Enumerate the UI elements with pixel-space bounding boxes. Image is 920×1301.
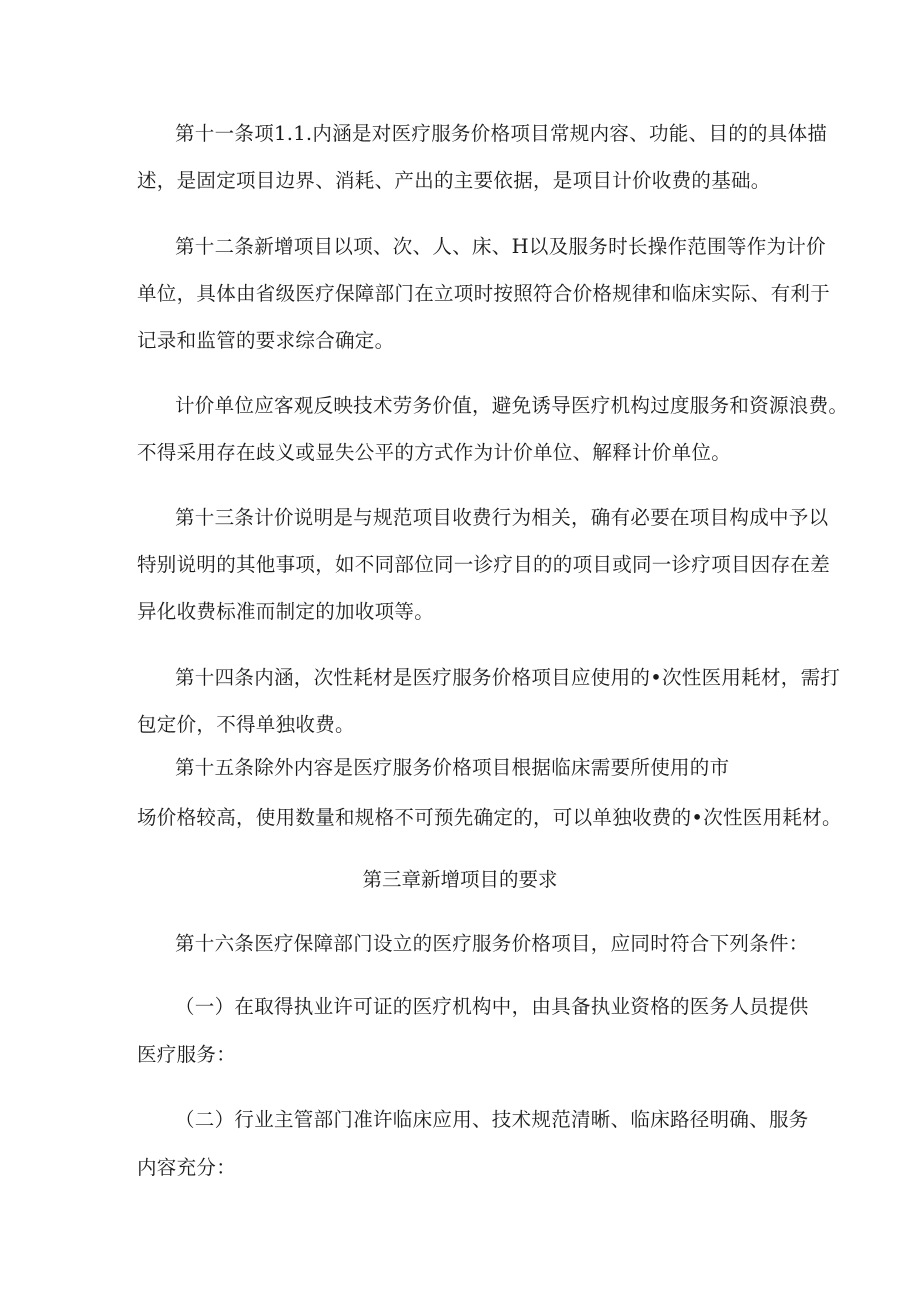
condition-1-line-2: 医疗服务： <box>137 1043 237 1066</box>
article-11-line-1: 第十一条项1.1.内涵是对医疗服务价格项目常规内容、功能、目的的具体描 <box>175 122 828 145</box>
article-12-line-3: 记录和监管的要求综合确定。 <box>137 329 395 352</box>
article-15-line-2: 场价格较高，使用数量和规格不可预先确定的，可以单独收费的•次性医用耗材。 <box>137 806 842 829</box>
chapter-heading: 第三章新增项目的要求 <box>362 868 558 891</box>
article-13-line-3: 异化收费标准而制定的加收项等。 <box>137 600 435 623</box>
article-14-line-1: 第十四条内涵，次性耗材是医疗服务价格项目应使用的•次性医用耗材，需打 <box>175 666 841 689</box>
article-11-line-2: 述，是固定项目边界、消耗、产出的主要依据，是项目计价收费的基础。 <box>137 169 771 192</box>
article-14-line-2: 包定价，不得单独收费。 <box>137 713 355 736</box>
article-15-line-1: 第十五条除外内容是医疗服务价格项目根据临床需要所使用的市 <box>175 756 730 779</box>
article-12-line-1: 第十二条新增项目以项、次、人、床、H以及服务时长操作范围等作为计价 <box>175 235 826 258</box>
article-16-line-1: 第十六条医疗保障部门设立的医疗服务价格项目，应同时符合下列条件： <box>175 932 809 955</box>
article-13-line-2: 特别说明的其他事项，如不同部位同一诊疗目的的项目或同一诊疗项目因存在差 <box>137 553 831 576</box>
pricing-unit-line-1: 计价单位应客观反映技术劳务价值，避免诱导医疗机构过度服务和资源浪费。 <box>175 394 849 417</box>
pricing-unit-line-2: 不得采用存在歧义或显失公平的方式作为计价单位、解释计价单位。 <box>137 441 732 464</box>
condition-1-line-1: （一）在取得执业许可证的医疗机构中，由具备执业资格的医务人员提供 <box>175 995 809 1018</box>
condition-2-line-1: （二）行业主管部门准许临床应用、技术规范清晰、临床路径明确、服务 <box>175 1108 809 1131</box>
condition-2-line-2: 内容充分： <box>137 1156 237 1179</box>
article-13-line-1: 第十三条计价说明是与规范项目收费行为相关，确有必要在项目构成中予以 <box>175 506 829 529</box>
article-12-line-2: 单位，具体由省级医疗保障部门在立项时按照符合价格规律和临床实际、有利于 <box>137 282 831 305</box>
